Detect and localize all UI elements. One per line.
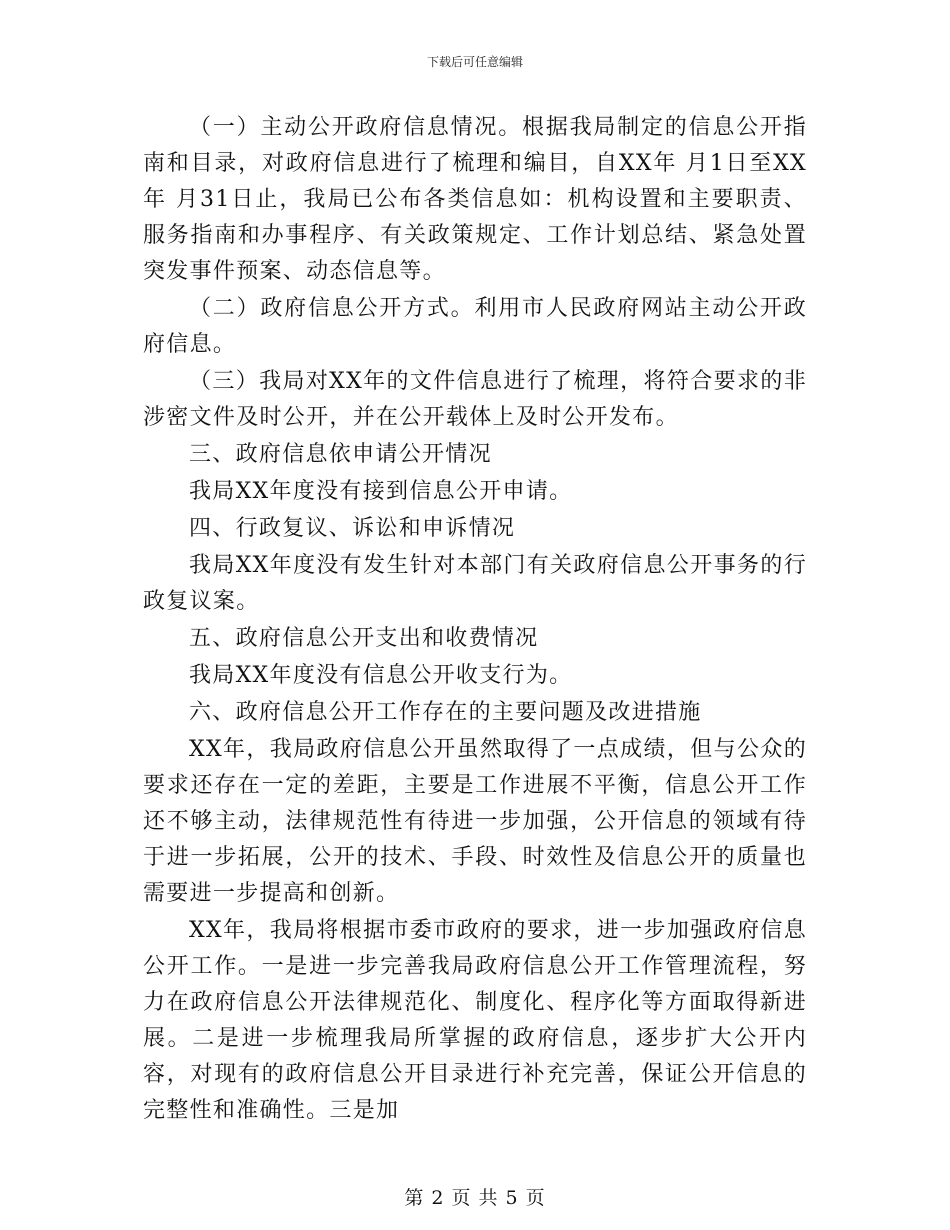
document-body — [143, 110, 807, 1130]
section-heading-3: 三、政府信息依申请公开情况 — [189, 442, 492, 467]
section-heading-4: 四、行政复议、诉讼和申诉情况 — [189, 516, 516, 541]
paragraph-2: （二）政府信息公开方式。利用市人民政府网站主动公开政府信息。 — [143, 296, 807, 357]
page-header-note: 下载后可任意编辑 — [426, 55, 523, 69]
paragraph-3: （三）我局对XX年的文件信息进行了梳理，将符合要求的非涉密文件及时公开，并在公开载体上及时公开发布。 — [143, 369, 807, 430]
section-heading-5: 五、政府信息公开支出和收费情况 — [189, 626, 539, 651]
paragraph-4: 我局XX年度没有接到信息公开申请。 — [189, 479, 573, 504]
page-number: 第 2 页 共 5 页 — [404, 1187, 546, 1209]
section-heading-6: 六、政府信息公开工作存在的主要问题及改进措施 — [189, 700, 702, 725]
paragraph-1: （一）主动公开政府信息情况。根据我局制定的信息公开指南和目录，对政府信息进行了梳理和编目，自XX年 月1日至XX年 月31日止，我局已公布各类信息如：机构设置和主要职责、服务指南和办事程序、有关政策规定、工作计划总结、紧急处置突发事件预案、动态信息等。 — [143, 115, 807, 284]
paragraph-7: XX年，我局政府信息公开虽然取得了一点成绩，但与公众的要求还存在一定的差距，主要是工作进展不平衡，信息公开工作还不够主动，法律规范性有待进一步加强，公开信息的领域有待于进一步拓展，公开的技术、手段、时效性及信息公开的质量也需要进一步提高和创新。 — [143, 737, 807, 906]
paragraph-8: XX年，我局将根据市委市政府的要求，进一步加强政府信息公开工作。一是进一步完善我局政府信息公开工作管理流程，努力在政府信息公开法律规范化、制度化、程序化等方面取得新进展。二是进一步梳理我局所掌握的政府信息，逐步扩大公开内容，对现有的政府信息公开目录进行补充完善，保证公开信息的完整性和准确性。三是加 — [143, 918, 807, 1123]
paragraph-6: 我局XX年度没有信息公开收支行为。 — [189, 663, 573, 688]
paragraph-5: 我局XX年度没有发生针对本部门有关政府信息公开事务的行政复议案。 — [143, 553, 807, 614]
